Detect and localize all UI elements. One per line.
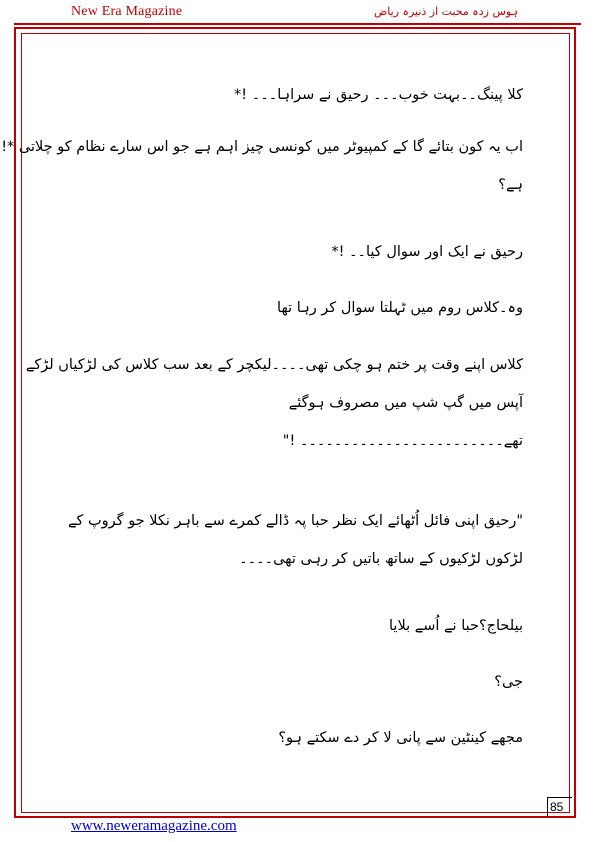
paragraph	[1, 128, 523, 204]
text-line: مجھے کینٹین سے پانی لا کر دے سکتے ہو؟	[278, 730, 523, 746]
footer-website-link[interactable]: www.neweramagazine.com	[71, 818, 237, 834]
paragraph	[278, 719, 523, 757]
paragraph	[277, 289, 523, 327]
paragraph	[494, 663, 523, 701]
text-line: جی؟	[494, 674, 523, 690]
header-rule	[14, 23, 581, 25]
paragraph	[389, 607, 523, 645]
page-number: 85	[550, 800, 564, 814]
text-line: تھے۔۔۔۔۔۔۔۔۔۔۔۔۔۔۔۔۔۔۔۔۔۔۔۔ !"	[282, 433, 523, 449]
novel-title: ہوس زدہ محبت از ذنیرہ ریاض	[374, 5, 518, 18]
text-line: کلاس اپنے وقت پر ختم ہو چکی تھی۔۔۔۔لیکچر کے بعد سب کلاس کی لڑکیاں لڑکے	[25, 357, 523, 373]
paragraph	[331, 233, 523, 271]
text-line: ہے؟	[498, 177, 523, 193]
text-line: بیلحاج؟حبا نے اُسے بلایا	[389, 618, 523, 634]
paragraph	[234, 76, 523, 114]
text-line: وہ۔کلاس روم میں ٹہلتا سوال کر رہا تھا	[277, 300, 523, 316]
text-line: آپس میں گپ شپ میں مصروف ہوگئے	[288, 395, 523, 411]
text-line: لڑکوں لڑکیوں کے ساتھ باتیں کر رہی تھی۔۔۔۔	[239, 551, 523, 567]
text-line: کلا پینگ۔۔بہت خوب۔۔۔ رحیق نے سراہا۔۔۔ !*	[234, 87, 523, 103]
magazine-name: New Era Magazine	[71, 4, 183, 19]
text-line: "رحیق اپنی فائل اُٹھائے ایک نظر حبا پہ ڈالے کمرے سے باہر نکلا جو گروپ کے	[68, 513, 523, 529]
text-line: اب یہ کون بتائے گا کے کمپیوٹر میں کونسی چیز اہم ہے جو اس سارے نظام کو چلاتی *!	[1, 139, 523, 155]
paragraph	[68, 502, 523, 578]
paragraph	[26, 346, 523, 460]
text-line: رحیق نے ایک اور سوال کیا۔۔ !*	[331, 244, 523, 260]
